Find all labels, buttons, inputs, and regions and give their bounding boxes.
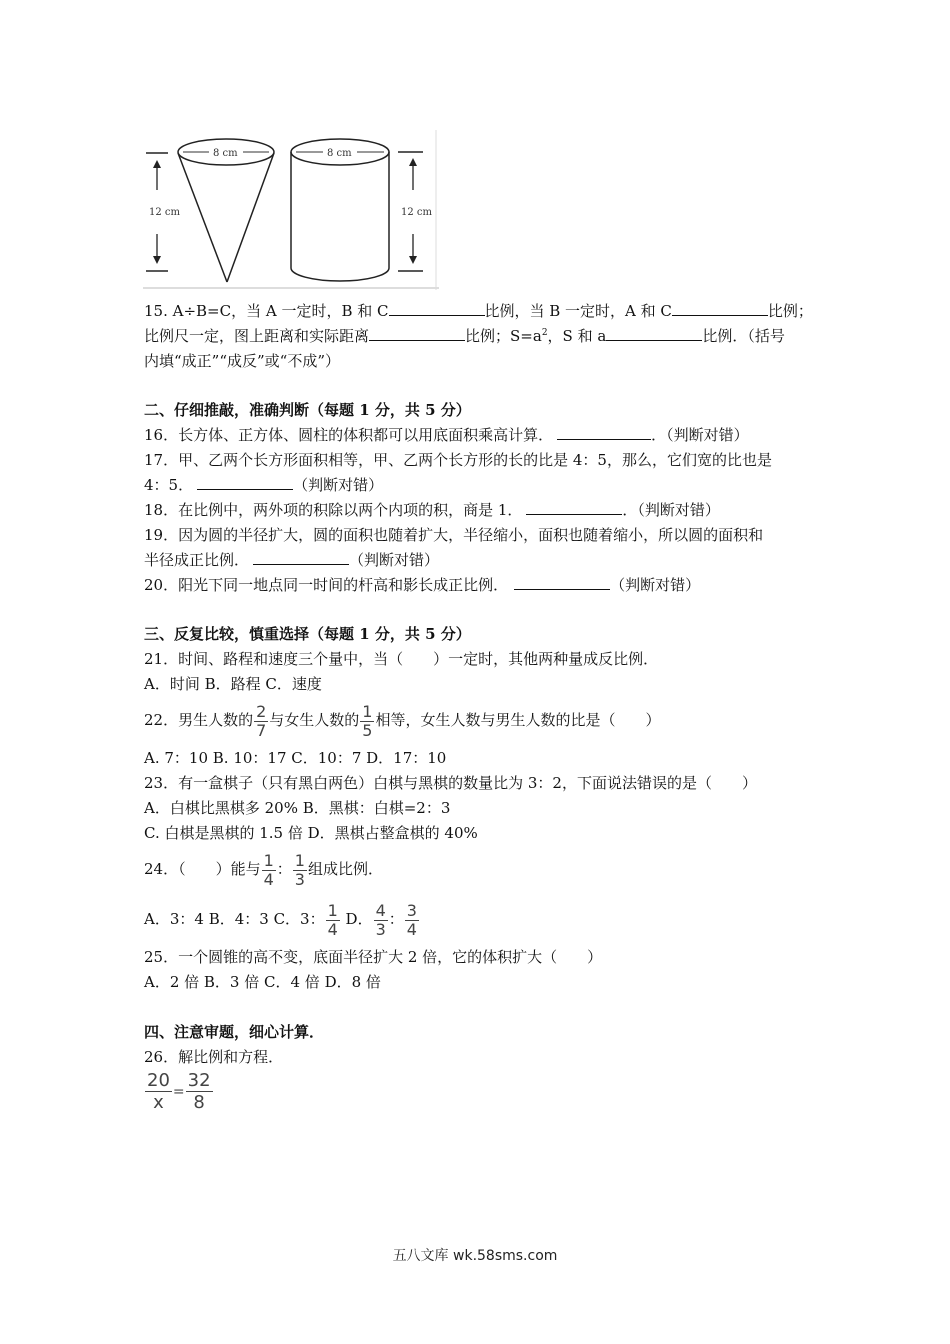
q16: 16．长方体、正方体、圆柱的体积都可以用底面积乘高计算． ．（判断对错） <box>144 426 749 444</box>
q15-blank3[interactable] <box>369 326 465 341</box>
section-4-title: 四、注意审题，细心计算． <box>144 1023 325 1041</box>
q17-line2: 4：5． （判断对错） <box>144 476 384 494</box>
q15-blank2[interactable] <box>672 301 768 316</box>
q23: 23．有一盒棋子（只有黑白两色）白棋与黑棋的数量比为 3：2，下面说法错误的是（ ） <box>144 774 757 792</box>
q25: 25．一个圆锥的高不变，底面半径扩大 2 倍，它的体积扩大（ ） <box>144 948 603 966</box>
q15-line2: 比例尺一定，图上距离和实际距离 比例；$S=a^2$，S 和 a 比例．（括号 <box>144 327 785 345</box>
cone-diameter-label: 8 cm <box>213 148 238 159</box>
option-d-fraction-2: $\frac{3}{4}$ <box>406 900 417 939</box>
section-2-title: 二、仔细推敲，准确判断（每题 1 分，共 5 分） <box>144 401 471 419</box>
q25-options: A．2 倍 B．3 倍 C．4 倍 D．8 倍 <box>144 973 381 991</box>
q20: 20．阳光下同一地点同一时间的杆高和影长成正比例． （判断对错） <box>144 576 701 594</box>
cylinder-shape <box>291 139 389 281</box>
cone-shape <box>178 139 274 282</box>
q19-line1: 19．因为圆的半径扩大，圆的面积也随着扩大，半径缩小，面积也随着缩小，所以圆的面积和 <box>144 526 764 544</box>
fraction-1-3: $\frac{1}{3}$ <box>294 850 305 889</box>
q20-blank[interactable] <box>514 575 610 590</box>
q26: 26．解比例和方程． <box>144 1048 284 1066</box>
proportion-equation <box>144 1070 214 1113</box>
option-d-fraction-1: $\frac{4}{3}$ <box>375 900 386 939</box>
q17-line1: 17．甲、乙两个长方形面积相等，甲、乙两个长方形的长的比是 4：5，那么，它们宽的比也是 <box>144 451 772 469</box>
footer-watermark: 五八文库 wk.58sms.com <box>392 1248 558 1264</box>
cone-height-marker <box>146 153 181 271</box>
cylinder-height-marker <box>398 152 433 271</box>
cone-cylinder-figure <box>143 130 443 295</box>
q17-blank[interactable] <box>197 475 293 490</box>
q15-blank1[interactable] <box>389 301 485 316</box>
cone-height-label: 12 cm <box>149 207 180 218</box>
q18: 18．在比例中，两外项的积除以两个内项的积，商是 1． ．（判断对错） <box>144 501 720 519</box>
q22: 22．男生人数的 $\frac{2}{7}$ 与女生人数的 $\frac{1}{5}$ 相等，女生人数与男生人数的比是（ ） <box>144 701 661 740</box>
fraction-1-4: $\frac{1}{4}$ <box>263 850 274 889</box>
cylinder-diameter-label: 8 cm <box>327 148 352 159</box>
cylinder-height-label: 12 cm <box>401 207 432 218</box>
q23-options-2: C. 白棋是黑棋的 1.5 倍 D．黑棋占整盒棋的 40% <box>144 824 478 842</box>
equals-sign: = <box>172 1083 185 1100</box>
q22-options: A. 7：10 B. 10：17 C．10：7 D．17：10 <box>144 749 447 767</box>
equation-left-fraction: $\frac{20}{x}$ <box>147 1070 170 1113</box>
q19-line2: 半径成正比例． （判断对错） <box>144 551 440 569</box>
option-c-fraction: $\frac{1}{4}$ <box>327 900 338 939</box>
q16-blank[interactable] <box>557 425 651 440</box>
q24: 24．（ ）能与 $\frac{1}{4}$ ： $\frac{1}{3}$ 组成比例． <box>144 850 383 889</box>
equation-right-fraction: $\frac{32}{8}$ <box>187 1070 211 1113</box>
q21-options: A．时间 B．路程 C．速度 <box>144 675 322 693</box>
q15-line1: 15. A÷B=C，当 A 一定时，B 和 C 比例，当 B 一定时，A 和 C 比例； <box>144 302 813 320</box>
q23-options-1: A．白棋比黑棋多 20% B．黑棋：白棋=2：3 <box>144 799 451 817</box>
q24-options: A．3：4 B．4：3 C．3： $\frac{1}{4}$ D． $\frac{4}{3}$ ： $\frac{3}{4}$ <box>144 900 417 939</box>
q15-line3: 内填“成正”“成反”或“不成”） <box>144 352 341 370</box>
fraction-2-7: $\frac{2}{7}$ <box>256 701 267 740</box>
q18-blank[interactable] <box>526 500 622 515</box>
q15-blank4[interactable] <box>606 326 702 341</box>
q21: 21．时间、路程和速度三个量中，当（ ）一定时，其他两种量成反比例． <box>144 650 659 668</box>
fraction-1-5: $\frac{1}{5}$ <box>362 701 373 740</box>
section-3-title: 三、反复比较，慎重选择（每题 1 分，共 5 分） <box>144 625 471 643</box>
q19-blank[interactable] <box>253 550 349 565</box>
